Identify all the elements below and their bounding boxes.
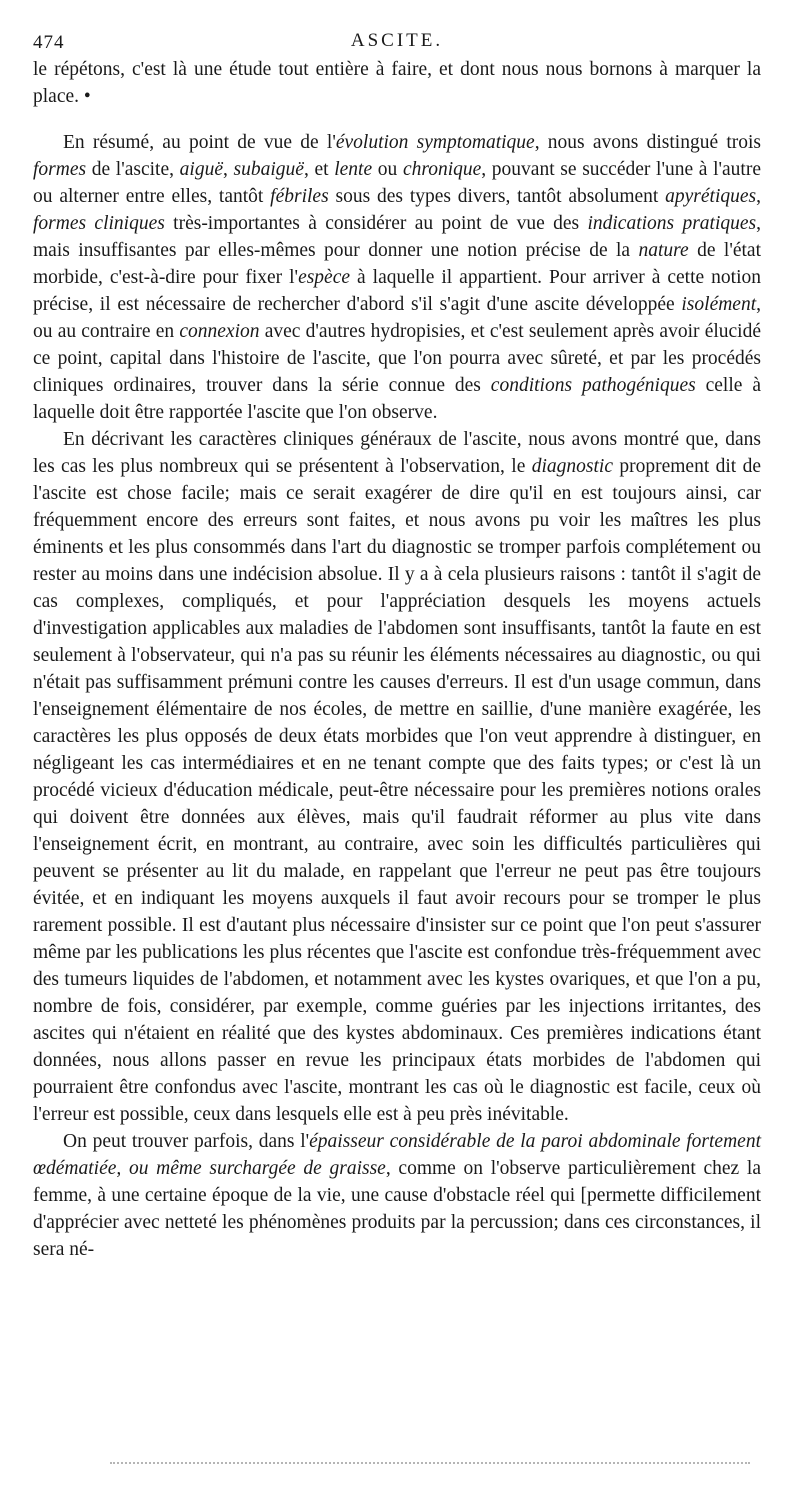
italic-term: lente <box>334 159 373 180</box>
text-run: de l'ascite, <box>86 159 180 180</box>
paragraph <box>33 129 761 426</box>
running-title: ASCITE. <box>350 30 444 51</box>
running-head <box>33 30 761 56</box>
text-run: sous des types divers, tantôt absolument <box>328 186 666 207</box>
italic-term: aiguë <box>179 159 223 180</box>
italic-term: nature <box>638 240 689 261</box>
text-run: celle à laquelle doit être rapportée l'ascite que l'on observe. <box>33 375 761 423</box>
italic-term: connexion <box>179 321 260 342</box>
paragraph <box>33 1128 761 1263</box>
italic-term: indications pratiques <box>587 213 757 234</box>
italic-term: diagnostic <box>531 456 613 477</box>
text-run: , pouvant se succéder l'une à l'autre ou alterner entre elles, tantôt <box>33 159 761 207</box>
text-run: , ou au contraire en <box>33 294 761 342</box>
italic-term: conditions pathogéniques <box>490 375 696 396</box>
text-run: le répétons, c'est là une étude tout entière à faire, et dont nous nous bornons à marquer la place. • <box>33 59 761 107</box>
italic-term: apyrétiques <box>665 186 757 207</box>
text-run: , <box>223 159 234 180</box>
italic-term: subaiguë <box>233 159 304 180</box>
italic-term: épaisseur considérable de la paroi abdominale fortement œdématiée, ou même surchargée de graisse <box>33 1131 761 1179</box>
text-run: proprement dit de l'ascite est chose facile; mais ce serait exagérer de dire qu'il en est toujours ainsi, car fréquemment encore des erreurs sont faites, et nous avons pu voir les maîtres les plus éminents et les plus consommés dans l'art du diagnostic se tromper parfois complétement ou rester au moins dans une indécision absolue. Il y a à cela plusieurs raisons : tantôt il s'agit de cas complexes, compliqués, et pour l'appréciation desquels les moyens actuels d'investigation applicables aux maladies de l'abdomen sont insuffisants, tantôt la faute en est seulement à l'observateur, qui n'a pas su réunir les éléments nécessaires au diagnostic, ou qui n'était pas suffisamment prémuni contre les causes d'erreurs. Il est d'un usage commun, dans l'enseignement élémentaire de nos écoles, de mettre en saillie, d'une manière exagérée, les caractères les plus opposés de deux états morbides que l'on veut apprendre à distinguer, en négligeant les cas intermédiaires et en ne tenant compte que des faits types; or c'est là un procédé vicieux d'éducation médicale, peut-être nécessaire pour les premières notions orales qui doivent être données aux élèves, mais qu'il faudrait réformer au plus vite dans l'enseignement écrit, en montrant, au contraire, avec soin les difficultés particulières qui peuvent se présenter au lit du malade, en rappelant que l'erreur ne peut pas être toujours évitée, et en indiquant les moyens auxquels il faut avoir recours pour se tromper le plus rarement possible. Il est d'autant plus nécessaire d'insister sur ce point que l'on peut s'assurer même par les publications les plus récentes que l'ascite est confondue très-fréquemment avec des tumeurs liquides de l'abdomen, et notamment avec les kystes ovariques, et que l'on a pu, nombre de fois, considérer, par exemple, comme guéries par les injections irritantes, des ascites qui n'étaient en réalité que des kystes abdominaux. Ces premières indications étant données, nous allons passer en revue les principaux états morbides de l'abdomen qui pourraient être confondus avec l'ascite, montrant les cas où le diagnostic est facile, ceux où l'erreur est possible, ceux dans lesquels elle est à peu près inévitable. <box>33 456 762 1125</box>
bottom-printing-artifact <box>110 1462 750 1466</box>
text-run: , <box>756 186 761 207</box>
text-run: ou <box>372 159 403 180</box>
page-number: 474 <box>33 32 65 53</box>
paragraph <box>33 56 761 110</box>
book-page <box>33 30 761 1263</box>
text-run: très-importantes à considérer au point de vue des <box>164 213 588 234</box>
text-run: En décrivant les caractères cliniques généraux de l'ascite, nous avons montré que, dans les cas les plus nombreux qui se présentent à l'observation, le <box>33 429 761 477</box>
body-text <box>33 56 761 1263</box>
italic-term: isolément <box>681 294 757 315</box>
text-run: , nous avons distingué trois <box>534 132 761 153</box>
text-run: de l'état morbide, c'est-à-dire pour fixer l' <box>33 240 762 288</box>
text-run: , comme on l'observe particulièrement chez la femme, à une certaine époque de la vie, une cause d'obstacle réel qui [permette difficilement d'apprécier avec netteté les phénomènes produits par la percussion; dans ces circonstances, il sera né- <box>33 1158 761 1260</box>
text-run: , et <box>303 159 335 180</box>
italic-term: chronique <box>402 159 482 180</box>
text-run: à laquelle il appartient. Pour arriver à cette notion précise, il est nécessaire de rechercher d'abord s'il s'agit d'une ascite développée <box>33 267 761 315</box>
paragraph <box>33 426 761 1128</box>
italic-term: évolution symptomatique <box>335 132 535 153</box>
text-run: On peut trouver parfois, dans l' <box>63 1131 310 1152</box>
text-run: avec d'autres hydropisies, et c'est seulement après avoir élucidé ce point, capital dans l'histoire de l'ascite, que l'on pourra avec sûreté, et par les procédés cliniques ordinaires, trouver dans la série connue des <box>33 321 761 396</box>
italic-term: espèce <box>298 267 351 288</box>
italic-term: formes cliniques <box>33 213 165 234</box>
text-run: En résumé, au point de vue de l' <box>63 132 336 153</box>
italic-term: formes <box>33 159 87 180</box>
text-run: , mais insuffisantes par elles-mêmes pour donner une notion précise de la <box>33 213 761 261</box>
italic-term: fébriles <box>270 186 329 207</box>
